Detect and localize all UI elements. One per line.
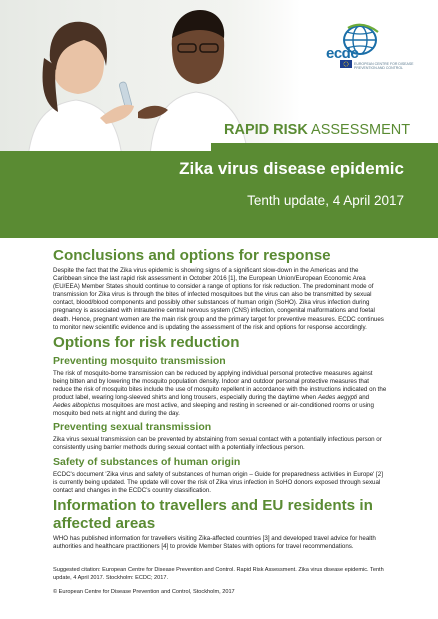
logo-wordmark: ecdc (326, 45, 359, 62)
options-heading: Options for risk reduction (53, 333, 240, 351)
travellers-body: WHO has published information for travellers visiting Zika-affected countries [3] and developed travel advice for health authorities and healthcare practitioners [4] to provide Member States with options for travel recommendations. (53, 534, 376, 550)
report-type-bold: RAPID RISK (224, 122, 308, 138)
title-band (211, 143, 438, 238)
report-type (224, 122, 410, 138)
copyright: © European Centre for Disease Prevention and Control, Stockholm, 2017 (53, 588, 235, 595)
footer (53, 567, 387, 596)
mosquito-body (53, 370, 387, 419)
species-aegypti: Aedes aegypti (317, 394, 358, 402)
mosquito-subheading: Preventing mosquito transmission (53, 354, 226, 367)
travellers-heading: Information to travellers and EU residents in affected areas (53, 496, 373, 532)
conclusions-heading: Conclusions and options for response (53, 247, 331, 264)
mosquito-body-start: The risk of mosquito-borne transmission can be reduced by applying individual personal protective measures against being bitten and by lowering the mosquito population density. Indoor and outdoor personal protective measures that reduce the risk of mosquito bites include the use of mosquito repellent in accordance with the instructions indicated on the product label, wearing long-sleeved shirts and long trousers, especially during the daytime when (53, 369, 387, 402)
sexual-subheading: Preventing sexual transmission (53, 421, 212, 434)
species-conjunction: and (357, 394, 370, 402)
species-albopictus: Aedes albopictus (53, 402, 101, 410)
main-content (53, 245, 387, 551)
report-type-rest: ASSESSMENT (307, 122, 411, 138)
soho-body: ECDC's document 'Zika virus and safety of substances of human origin – Guide for preparedness activities in Europe' [2] is currently being updated. The update will cover the risk of Zika virus infection in SoHO donors exposed through sexual contact and changes in the ECDC's country classification. (53, 470, 383, 494)
sexual-body: Zika virus sexual transmission can be prevented by abstaining from sexual contact with a potentially infectious person or consistently using barrier methods during sexual contact with a potentially infectious person. (53, 436, 382, 452)
report-topic: Zika virus disease epidemic (179, 159, 404, 178)
report-update: Tenth update, 4 April 2017 (247, 193, 404, 208)
suggested-citation: Suggested citation: European Centre for Disease Prevention and Control. Rapid Risk Assessment. Zika virus disease epidemic. Tenth update, 4 April 2017. Stockholm: ECDC; 2017. (53, 567, 384, 581)
conclusions-body: Despite the fact that the Zika virus epidemic is showing signs of a significant slow-down in the Americas and the Caribbean since the last rapid risk assessment in October 2016 [1], the European Union/European Economic Area (EU/EEA) Member States should continue to consider a range of options for risk reduction. The predominant mode of transmission for Zika virus is through the bites of infected mosquitoes but the virus can also be transmitted by sexual contact, blood/blood components and possibly other substances of human origin (SoHO). Zika virus infection during pregnancy is associated with intrauterine central nervous system (CNS) infection, congenital malformations and foetal death. Hence, pregnant women are the main risk group and the primary target for preventive measures. ECDC continues to monitor new scientific evidence and is updating the assessment of the risk and options for response accordingly. (53, 267, 384, 331)
soho-subheading: Safety of substances of human origin (53, 455, 241, 468)
logo-subtitle: EUROPEAN CENTRE FOR DISEASE PREVENTION AND CONTROL (354, 62, 414, 70)
mosquito-body-end: mosquitoes are most active, and sleeping and resting in screened or air-conditioned rooms or using mosquito bed nets at night and during the day. (53, 402, 374, 418)
